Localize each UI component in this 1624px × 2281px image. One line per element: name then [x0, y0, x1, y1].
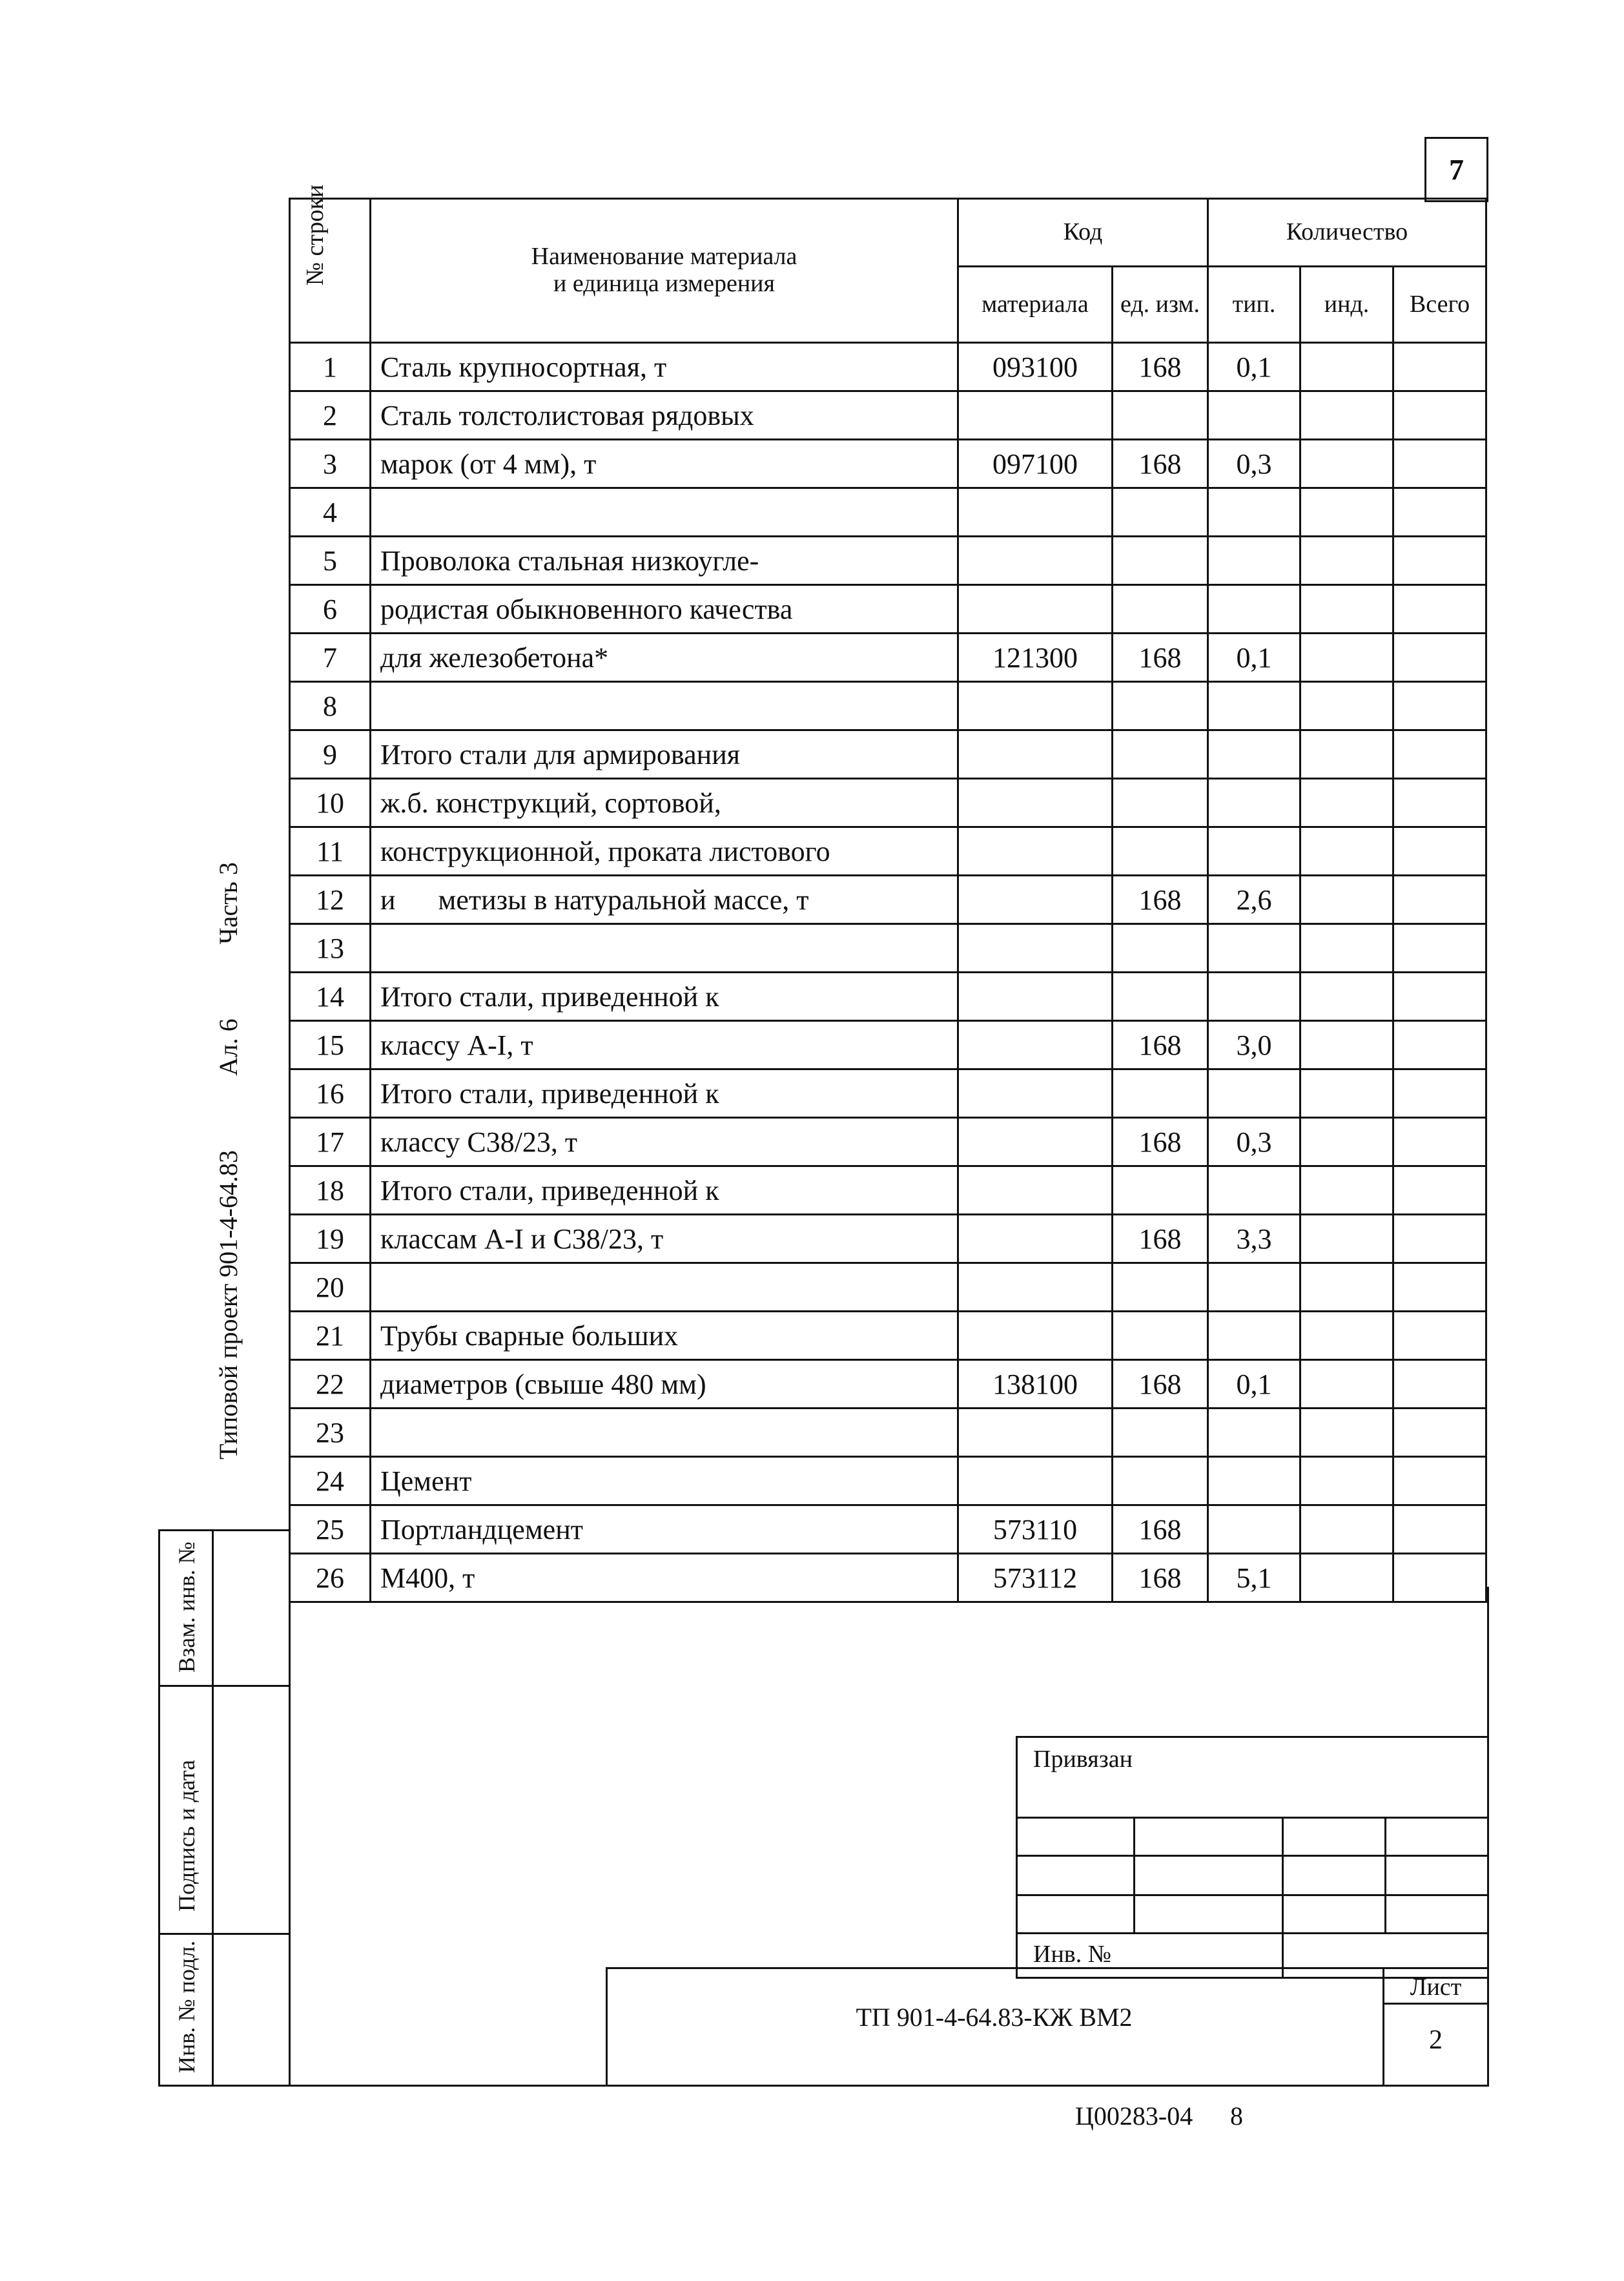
table-row — [290, 585, 1486, 634]
table-row — [290, 779, 1486, 827]
row-total — [1393, 827, 1486, 876]
row-typ: 3,0 — [1208, 1021, 1300, 1069]
table-row — [290, 1409, 1486, 1457]
table-row — [290, 1457, 1486, 1505]
row-total — [1393, 1554, 1486, 1602]
row-ind — [1300, 682, 1393, 730]
row-unit — [1113, 1263, 1208, 1312]
row-typ — [1208, 1069, 1300, 1118]
row-ind — [1300, 1505, 1393, 1554]
row-ind — [1300, 1360, 1393, 1409]
row-name: конструкционной, проката листового — [371, 827, 958, 876]
row-ind — [1300, 876, 1393, 924]
row-ind — [1300, 1069, 1393, 1118]
row-number: 23 — [290, 1409, 371, 1457]
row-typ: 2,6 — [1208, 876, 1300, 924]
header-qty-ind: инд. — [1300, 267, 1393, 343]
row-total — [1393, 391, 1486, 440]
privyazan-line-2 — [1016, 1855, 1489, 1857]
row-name: родистая обыкновенного качества — [371, 585, 958, 634]
row-unit: 168 — [1113, 876, 1208, 924]
row-name: для железобетона* — [371, 634, 958, 682]
row-code — [958, 585, 1113, 634]
row-code: 093100 — [958, 343, 1113, 391]
row-number: 20 — [290, 1263, 371, 1312]
row-ind — [1300, 488, 1393, 537]
table-row — [290, 1263, 1486, 1312]
row-number: 2 — [290, 391, 371, 440]
row-unit: 168 — [1113, 1215, 1208, 1263]
row-typ — [1208, 1166, 1300, 1215]
side-title — [213, 814, 243, 1460]
row-code — [958, 1118, 1113, 1166]
header-qty-total: Всего — [1393, 267, 1486, 343]
header-name-line2: и единица измерения — [553, 270, 775, 297]
row-number: 12 — [290, 876, 371, 924]
row-number: 17 — [290, 1118, 371, 1166]
row-name: Проволока стальная низкоугле- — [371, 537, 958, 585]
row-total — [1393, 1505, 1486, 1554]
privyazan-line-3 — [1016, 1894, 1489, 1896]
row-ind — [1300, 924, 1393, 973]
row-unit: 168 — [1113, 1021, 1208, 1069]
sheet-number: 7 — [1424, 137, 1488, 202]
row-ind — [1300, 440, 1393, 488]
table-row — [290, 1166, 1486, 1215]
row-name: Трубы сварные больших — [371, 1312, 958, 1360]
row-typ: 5,1 — [1208, 1554, 1300, 1602]
table-row — [290, 876, 1486, 924]
footer-code: Ц00283-04 — [1075, 2101, 1193, 2131]
row-total — [1393, 924, 1486, 973]
row-number: 26 — [290, 1554, 371, 1602]
row-typ: 0,3 — [1208, 440, 1300, 488]
row-total — [1393, 876, 1486, 924]
row-typ — [1208, 924, 1300, 973]
row-unit — [1113, 973, 1208, 1021]
row-ind — [1300, 1021, 1393, 1069]
row-unit — [1113, 924, 1208, 973]
row-name: Итого стали, приведенной к — [371, 1166, 958, 1215]
row-number: 8 — [290, 682, 371, 730]
privyazan-vline-1 — [1133, 1817, 1135, 1932]
row-typ: 3,3 — [1208, 1215, 1300, 1263]
row-unit — [1113, 730, 1208, 779]
table-row — [290, 1021, 1486, 1069]
row-typ — [1208, 730, 1300, 779]
side-stamp-inv-podl: Инв. № подл. — [174, 1940, 200, 2073]
row-unit: 168 — [1113, 343, 1208, 391]
row-name — [371, 1263, 958, 1312]
row-total — [1393, 440, 1486, 488]
row-total — [1393, 1118, 1486, 1166]
row-total — [1393, 1215, 1486, 1263]
row-name: Итого стали, приведенной к — [371, 973, 958, 1021]
row-code: 138100 — [958, 1360, 1113, 1409]
row-number: 6 — [290, 585, 371, 634]
row-name — [371, 488, 958, 537]
row-ind — [1300, 1118, 1393, 1166]
row-code — [958, 973, 1113, 1021]
row-total — [1393, 973, 1486, 1021]
row-number: 21 — [290, 1312, 371, 1360]
side-title-album: Ал. 6 — [214, 1018, 243, 1077]
row-name: М400, т — [371, 1554, 958, 1602]
row-total — [1393, 779, 1486, 827]
row-name: Итого стали для армирования — [371, 730, 958, 779]
row-number: 5 — [290, 537, 371, 585]
row-number: 18 — [290, 1166, 371, 1215]
row-typ — [1208, 391, 1300, 440]
row-ind — [1300, 343, 1393, 391]
row-name — [371, 682, 958, 730]
row-code: 573112 — [958, 1554, 1113, 1602]
row-number: 24 — [290, 1457, 371, 1505]
materials-table — [289, 184, 1487, 1603]
side-stamp-divider — [212, 1529, 214, 2087]
side-stamp-vzam: Взам. инв. № — [174, 1542, 200, 1673]
side-title-part: Часть 3 — [214, 862, 243, 945]
row-typ — [1208, 827, 1300, 876]
row-typ — [1208, 682, 1300, 730]
row-number: 10 — [290, 779, 371, 827]
row-name: и метизы в натуральной массе, т — [371, 876, 958, 924]
title-block-sheet-line — [1382, 2003, 1489, 2005]
row-code — [958, 391, 1113, 440]
row-name: классам A-I и С38/23, т — [371, 1215, 958, 1263]
row-ind — [1300, 730, 1393, 779]
table-row — [290, 391, 1486, 440]
row-number: 19 — [290, 1215, 371, 1263]
row-code — [958, 1069, 1113, 1118]
row-total — [1393, 1457, 1486, 1505]
row-typ — [1208, 585, 1300, 634]
row-number: 11 — [290, 827, 371, 876]
privyazan-line-4 — [1016, 1932, 1489, 1934]
row-total — [1393, 488, 1486, 537]
row-ind — [1300, 1263, 1393, 1312]
table-row — [290, 488, 1486, 537]
row-name: классу С38/23, т — [371, 1118, 958, 1166]
row-unit — [1113, 682, 1208, 730]
table-row — [290, 730, 1486, 779]
footer-page: 8 — [1230, 2101, 1243, 2131]
row-name: Портландцемент — [371, 1505, 958, 1554]
row-total — [1393, 1166, 1486, 1215]
row-code — [958, 1312, 1113, 1360]
row-number: 1 — [290, 343, 371, 391]
row-ind — [1300, 391, 1393, 440]
table-row — [290, 1069, 1486, 1118]
row-typ: 0,1 — [1208, 634, 1300, 682]
row-unit — [1113, 488, 1208, 537]
side-stamp-podpis: Подпись и дата — [174, 1760, 200, 1912]
row-unit — [1113, 1069, 1208, 1118]
row-typ — [1208, 1457, 1300, 1505]
row-unit — [1113, 1409, 1208, 1457]
row-code — [958, 1021, 1113, 1069]
header-row-number — [290, 184, 371, 343]
row-unit: 168 — [1113, 1360, 1208, 1409]
privyazan-line-1 — [1016, 1817, 1489, 1819]
row-typ — [1208, 1263, 1300, 1312]
table-row — [290, 827, 1486, 876]
row-number: 15 — [290, 1021, 371, 1069]
row-unit — [1113, 779, 1208, 827]
sheet-label: Лист — [1410, 1974, 1462, 2001]
table-row — [290, 1554, 1486, 1602]
header-row-number-text: № строки — [302, 184, 329, 286]
side-title-project: Типовой проект 901-4-64.83 — [214, 1150, 243, 1460]
row-code — [958, 779, 1113, 827]
row-name: ж.б. конструкций, сортовой, — [371, 779, 958, 827]
table-row — [290, 924, 1486, 973]
header-qty-typ: тип. — [1208, 267, 1300, 343]
table-row — [290, 1505, 1486, 1554]
row-number: 3 — [290, 440, 371, 488]
row-total — [1393, 585, 1486, 634]
row-ind — [1300, 1409, 1393, 1457]
row-code — [958, 682, 1113, 730]
row-unit — [1113, 585, 1208, 634]
row-name: диаметров (свыше 480 мм) — [371, 1360, 958, 1409]
row-total — [1393, 1263, 1486, 1312]
table-row — [290, 634, 1486, 682]
row-code — [958, 730, 1113, 779]
row-unit: 168 — [1113, 634, 1208, 682]
row-code — [958, 924, 1113, 973]
row-name: Итого стали, приведенной к — [371, 1069, 958, 1118]
row-name — [371, 924, 958, 973]
row-unit: 168 — [1113, 1554, 1208, 1602]
table-row — [290, 1312, 1486, 1360]
row-typ — [1208, 779, 1300, 827]
row-unit — [1113, 1166, 1208, 1215]
row-typ: 0,1 — [1208, 343, 1300, 391]
row-number: 13 — [290, 924, 371, 973]
row-ind — [1300, 1215, 1393, 1263]
row-code: 097100 — [958, 440, 1113, 488]
row-code — [958, 827, 1113, 876]
row-total — [1393, 1021, 1486, 1069]
row-ind — [1300, 827, 1393, 876]
row-typ: 0,1 — [1208, 1360, 1300, 1409]
row-unit: 168 — [1113, 1118, 1208, 1166]
row-number: 7 — [290, 634, 371, 682]
row-total — [1393, 1409, 1486, 1457]
header-code-unit: ед. изм. — [1113, 267, 1208, 343]
row-name: Цемент — [371, 1457, 958, 1505]
row-ind — [1300, 537, 1393, 585]
row-number: 4 — [290, 488, 371, 537]
header-code: Код — [958, 199, 1208, 267]
table-row — [290, 343, 1486, 391]
doc-code: ТП 901-4-64.83-КЖ ВМ2 — [856, 2003, 1133, 2032]
row-ind — [1300, 779, 1393, 827]
row-ind — [1300, 1312, 1393, 1360]
row-ind — [1300, 585, 1393, 634]
row-code — [958, 876, 1113, 924]
row-number: 16 — [290, 1069, 371, 1118]
row-ind — [1300, 1554, 1393, 1602]
row-code: 573110 — [958, 1505, 1113, 1554]
privyazan-label: Привязан — [1033, 1746, 1133, 1773]
header-name-line1: Наименование материала — [531, 243, 797, 271]
row-typ — [1208, 1312, 1300, 1360]
privyazan-vline-3 — [1384, 1817, 1386, 1932]
table-row — [290, 440, 1486, 488]
row-code: 121300 — [958, 634, 1113, 682]
table-row — [290, 537, 1486, 585]
row-typ — [1208, 1409, 1300, 1457]
row-code — [958, 537, 1113, 585]
table-row — [290, 1118, 1486, 1166]
row-ind — [1300, 1457, 1393, 1505]
row-unit — [1113, 1312, 1208, 1360]
row-unit — [1113, 391, 1208, 440]
row-ind — [1300, 1166, 1393, 1215]
row-ind — [1300, 634, 1393, 682]
inv-no-label: Инв. № — [1033, 1941, 1111, 1968]
row-total — [1393, 343, 1486, 391]
row-unit: 168 — [1113, 440, 1208, 488]
row-unit — [1113, 1457, 1208, 1505]
table-body — [290, 343, 1486, 1602]
row-ind — [1300, 973, 1393, 1021]
row-code — [958, 1215, 1113, 1263]
table-row — [290, 1360, 1486, 1409]
row-typ — [1208, 488, 1300, 537]
row-total — [1393, 1312, 1486, 1360]
row-code — [958, 1263, 1113, 1312]
header-quantity: Количество — [1208, 199, 1486, 267]
row-code — [958, 1166, 1113, 1215]
row-unit: 168 — [1113, 1505, 1208, 1554]
header-name — [371, 199, 958, 343]
row-number: 22 — [290, 1360, 371, 1409]
row-name: марок (от 4 мм), т — [371, 440, 958, 488]
row-total — [1393, 730, 1486, 779]
row-code — [958, 1409, 1113, 1457]
row-typ — [1208, 973, 1300, 1021]
side-stamp-line-1 — [158, 1685, 291, 1687]
side-stamp-line-2 — [158, 1933, 291, 1935]
row-typ: 0,3 — [1208, 1118, 1300, 1166]
row-name: Сталь толстолистовая рядовых — [371, 391, 958, 440]
table-row — [290, 682, 1486, 730]
row-number: 25 — [290, 1505, 371, 1554]
row-name: классу A-I, т — [371, 1021, 958, 1069]
row-total — [1393, 1069, 1486, 1118]
row-typ — [1208, 1505, 1300, 1554]
table-row — [290, 1215, 1486, 1263]
row-number: 9 — [290, 730, 371, 779]
row-number: 14 — [290, 973, 371, 1021]
row-total — [1393, 537, 1486, 585]
row-typ — [1208, 537, 1300, 585]
row-total — [1393, 634, 1486, 682]
header-code-material: материала — [958, 267, 1113, 343]
row-name: Сталь крупносортная, т — [371, 343, 958, 391]
row-total — [1393, 682, 1486, 730]
row-unit — [1113, 537, 1208, 585]
row-code — [958, 1457, 1113, 1505]
privyazan-vline-2 — [1282, 1817, 1284, 1979]
row-unit — [1113, 827, 1208, 876]
row-total — [1393, 1360, 1486, 1409]
sheet-value: 2 — [1429, 2025, 1443, 2055]
table-row — [290, 973, 1486, 1021]
row-code — [958, 488, 1113, 537]
row-name — [371, 1409, 958, 1457]
